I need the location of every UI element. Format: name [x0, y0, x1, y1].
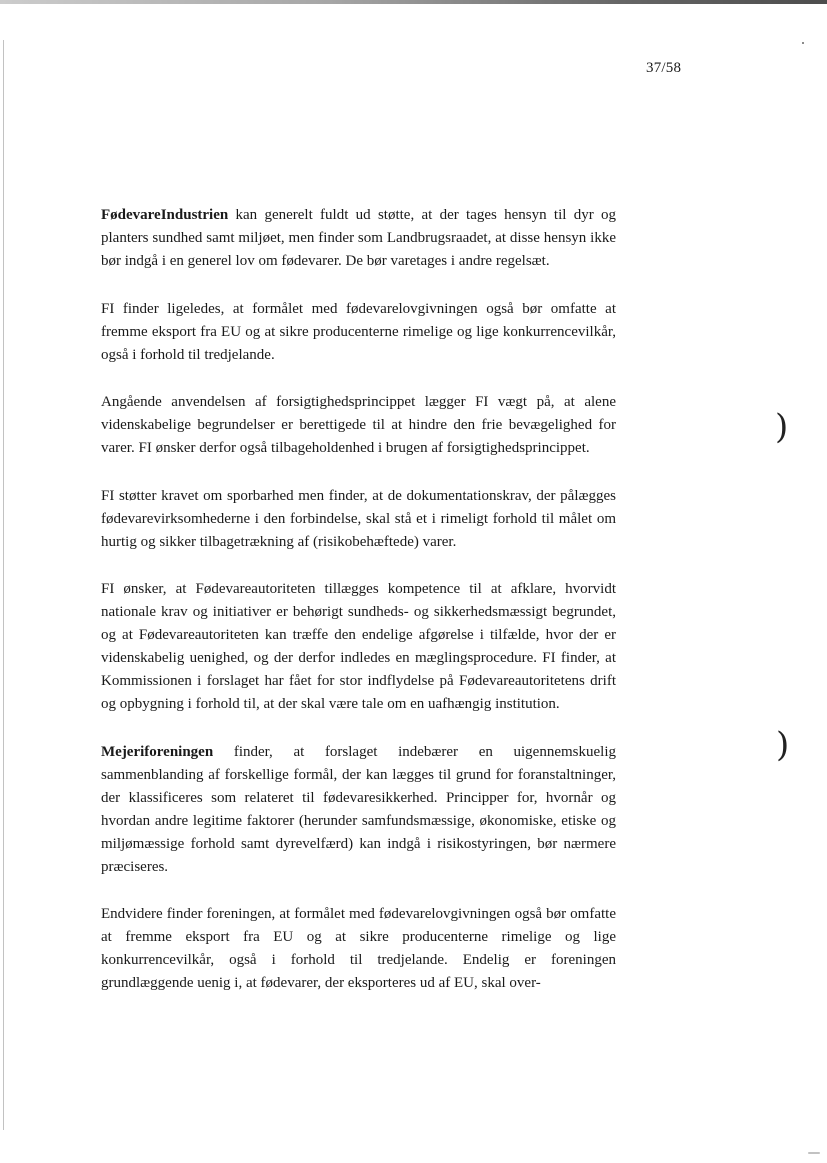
paragraph-fi-autoritet: [101, 578, 616, 716]
paragraph-text: FI ønsker, at Fødevareautoriteten tillægges kompetence til at afklare, hvorvidt nationale krav og initiativer er behørigt sundheds- og sikkerhedsmæssigt begrundet, og at Fødevareautoriteten kan træffe den endelige afgørelse i tilfælde, hvor der er videnskabelig uenighed, og der derfor indledes en mæglingsprocedure. FI finder, at Kommissionen i forslaget har fået for stor indflydelse på Fødevareautoritetens drift og opbygning i forhold til, at der skal være tale om en uafhængig institution.: [101, 581, 616, 712]
scan-top-edge: [0, 0, 827, 4]
paragraph-text: finder, at forslaget indebærer en uigennemskuelig sammenblanding af forskellige formål, der kan lægges til grund for foranstaltninger, der klassificeres som relateret til fødevaresikkerhed. Principper for, hvornår og hvordan andre legitime faktorer (herunder samfundsmæssige, økonomiske, etiske og miljømæssige forhold samt dyrevelfærd) kan indgå i risikostyringen, bør nærmere præciseres.: [101, 743, 616, 875]
paragraph-endvidere: [101, 903, 616, 995]
punch-hole-mark-icon: ): [776, 725, 790, 765]
org-name: Mejeriforeningen: [101, 743, 214, 760]
paragraph-text: Angående anvendelsen af forsigtighedsprincippet lægger FI vægt på, at alene videnskabelige begrundelser er berettigede til at hindre den frie bevægelighed for varer. FI ønsker derfor også tilbageholdenhed i brugen af forsigtighedsprincippet.: [101, 394, 616, 456]
paragraph-fi-formaal: [101, 298, 616, 367]
org-name: FødevareIndustrien: [101, 207, 229, 223]
paragraph-fi-forsigtighed: [101, 391, 616, 460]
document-body: [101, 204, 616, 1020]
punch-hole-mark-icon: ): [775, 407, 789, 447]
paragraph-text: FI støtter kravet om sporbarhed men finder, at de dokumentationskrav, der pålægges fødevarevirksomhederne i den forbindelse, skal stå et i rimeligt forhold til målet om hurtig og sikker tilbagetrækning af (risikobehæftede) varer.: [101, 487, 616, 550]
scan-left-edge: [3, 40, 4, 1130]
paragraph-text: FI finder ligeledes, at formålet med fødevarelovgivningen også bør omfatte at fremme eksport fra EU og at sikre producenterne rimelige og lige konkurrencevilkår, også i forhold til tredjelande.: [101, 300, 616, 363]
scan-speck: [808, 1152, 820, 1154]
paragraph-foedevareindustrien: [101, 204, 616, 273]
scan-speck: [802, 42, 804, 44]
paragraph-text: Endvidere finder foreningen, at formålet med fødevarelovgivningen også bør omfatte at fremme eksport fra EU og at sikre producenterne rimelige og lige konkurrencevilkår, også i forhold til tredjelande. Endelig er foreningen grundlæggende uenig i, at fødevarer, der eksporteres ud af EU, skal over-: [101, 906, 616, 991]
page-number: 37/58: [646, 60, 682, 76]
paragraph-fi-sporbarhed: [101, 485, 616, 554]
paragraph-text: kan generelt fuldt ud støtte, at der tages hensyn til dyr og planters sundhed samt miljøet, men finder som Landbrugsraadet, at disse hensyn ikke bør indgå i en generel lov om fødevarer. De bør varetages i andre regelsæt.: [101, 207, 616, 269]
paragraph-mejeriforeningen: [101, 741, 616, 879]
